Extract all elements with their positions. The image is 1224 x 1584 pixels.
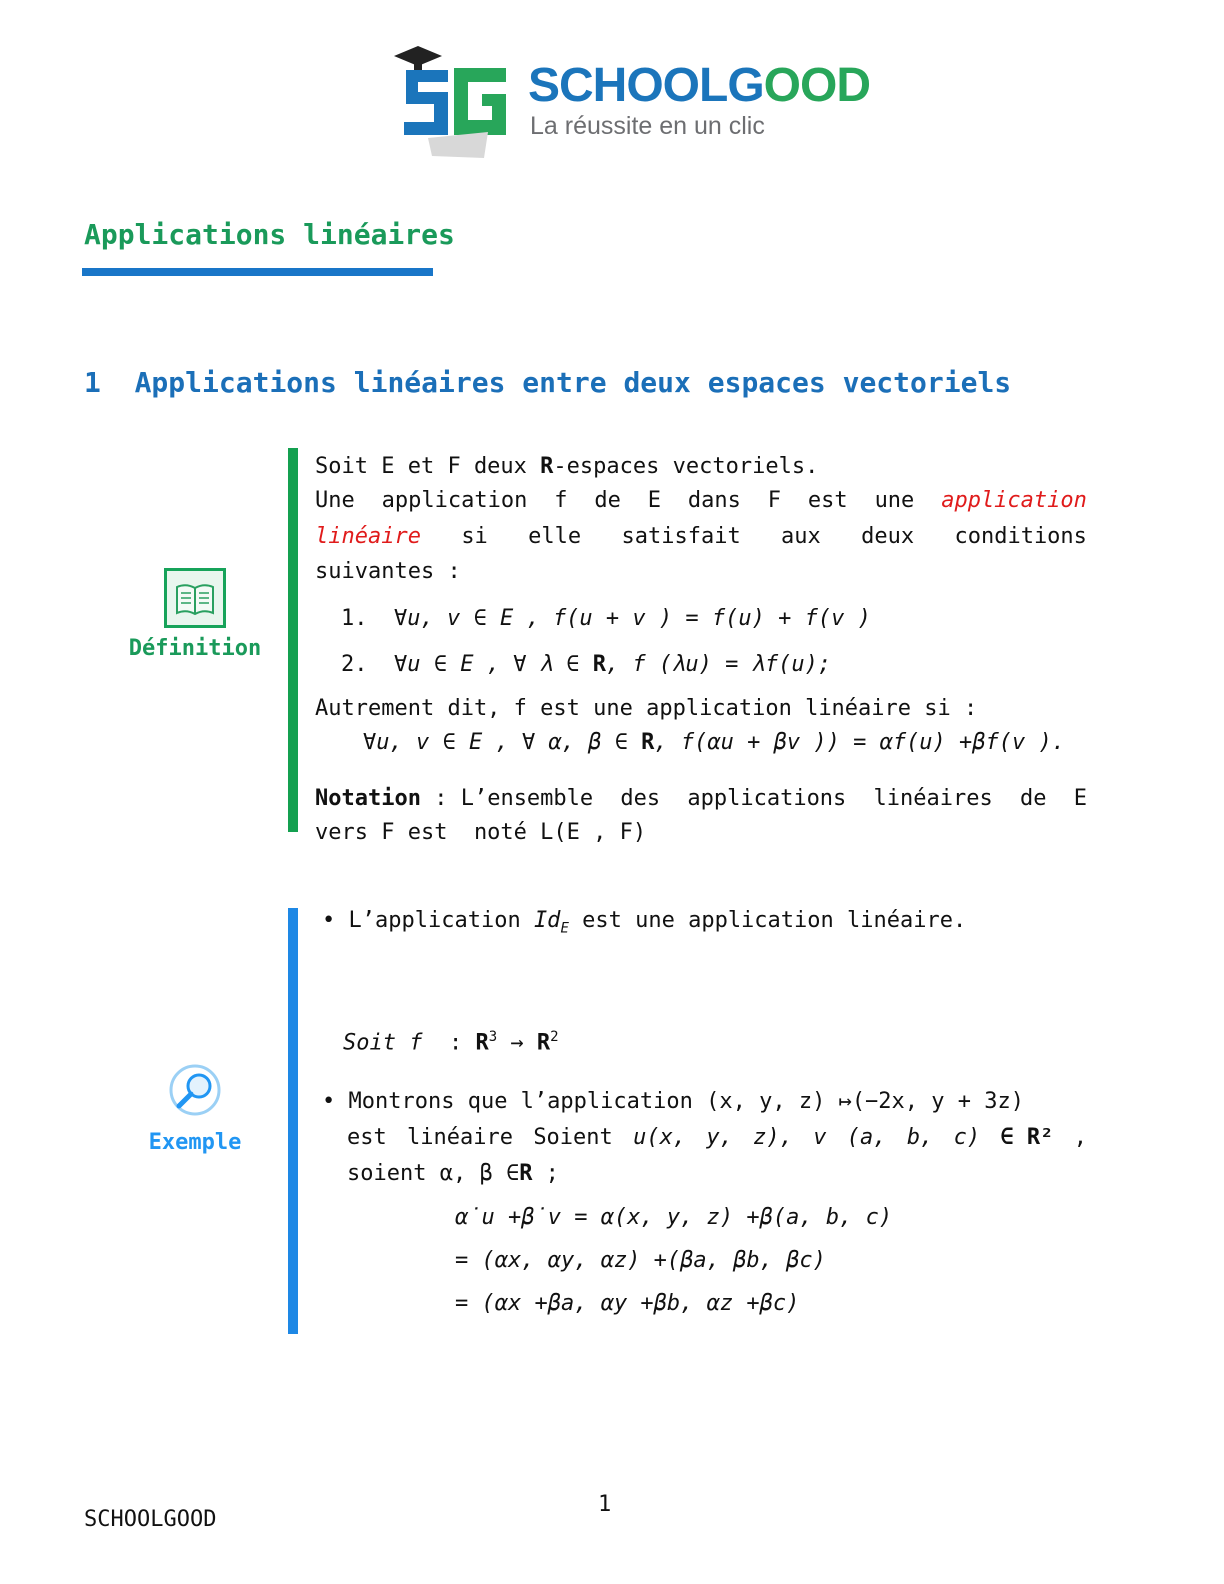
bullet-icon: • — [322, 1089, 336, 1114]
notation-label: Notation — [315, 786, 421, 811]
definition-label: Définition — [128, 636, 262, 661]
calc-line-2: = (αx, αy, αz) +(βa, βb, βc) — [455, 1248, 826, 1273]
logo-slogan: La réussite en un clic — [530, 112, 765, 140]
condition-2: 2. ∀u ∈ E , ∀ λ ∈ R, f (λu) = λf(u); — [341, 652, 832, 677]
notation-line-2: vers F est noté L(E , F) — [315, 820, 647, 845]
highlight-term: linéaire — [315, 524, 421, 549]
document-title: Applications linéaires — [84, 218, 455, 251]
section-title: Applications linéaires entre deux espaces vectoriels — [134, 366, 1012, 399]
example-bullet-2: • Montrons que l’application (x, y, z) ↦(−2x, y + 3z) — [322, 1089, 1025, 1114]
bullet-icon: • — [322, 908, 336, 933]
definition-line-2: Une application f de E dans F est une application — [315, 484, 1087, 518]
definition-formula: ∀u, v ∈ E , ∀ α, β ∈ R, f(αu + βv )) = αf(u) +βf(v ). — [363, 730, 1066, 755]
open-book-icon — [167, 571, 223, 625]
highlight-term: application — [941, 488, 1087, 513]
definition-box — [110, 568, 280, 661]
calc-line-3: = (αx +βa, αy +βb, αz +βc) — [455, 1291, 800, 1316]
section-heading — [84, 366, 1011, 399]
example-label: Exemple — [148, 1130, 242, 1155]
section-number: 1 — [84, 366, 101, 399]
example-bullet-2-line-3: soient α, β ∈R ; — [347, 1161, 559, 1186]
schoolgood-logo — [388, 40, 871, 160]
definition-line-4: suivantes : — [315, 559, 461, 584]
sg-mark-icon — [388, 40, 528, 160]
footer-brand: SCHOOLGOOD — [84, 1507, 217, 1532]
definition-bar — [288, 448, 298, 832]
definition-line-3: linéaire si elle satisfait aux deux conditions — [315, 520, 1087, 554]
logo-brand: SCHOOLGOOD — [528, 59, 871, 112]
book-icon — [164, 568, 226, 628]
condition-1: 1. ∀u, v ∈ E , f(u + v ) = f(u) + f(v ) — [341, 606, 871, 631]
definition-otherwise: Autrement dit, f est une application linéaire si : — [315, 696, 978, 721]
calc-line-1: α˙u +β˙v = α(x, y, z) +β(a, b, c) — [455, 1205, 893, 1230]
example-soit: Soit f : $R^3 \to R^2$ — [343, 1029, 559, 1056]
page-number: 1 — [598, 1492, 612, 1517]
example-bullet-2-line-2: est linéaire Soient u(x, y, z), v (a, b, c) ∈ R² , — [347, 1125, 1087, 1150]
notation-line-1: Notation : L’ensemble des applications linéaires de E — [315, 786, 1087, 811]
title-underline — [82, 268, 433, 276]
magnifier-icon — [165, 1064, 225, 1120]
example-bar — [288, 908, 298, 1334]
definition-line-1: Soit E et F deux R-espaces vectoriels. — [315, 454, 819, 479]
example-box — [110, 1064, 280, 1155]
example-bullet-1: • L’application $Id_E$ est une application linéaire. — [322, 908, 967, 937]
